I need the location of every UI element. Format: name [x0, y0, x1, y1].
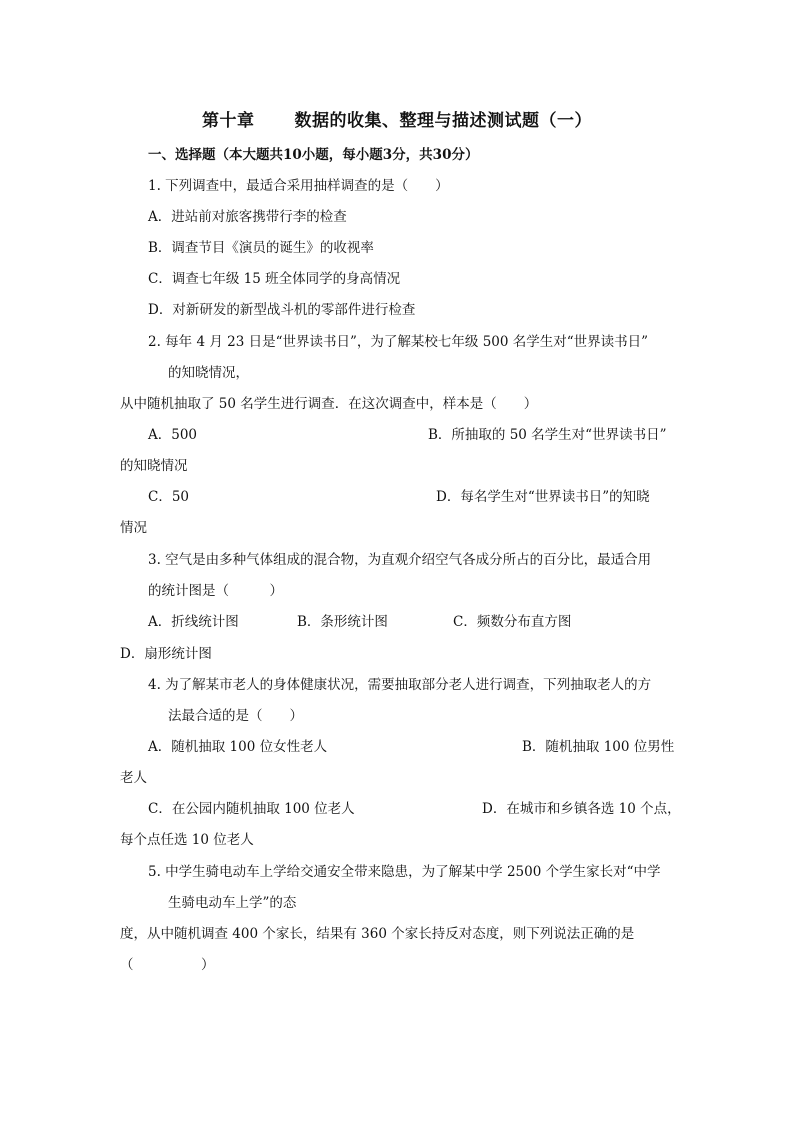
chapter-label: 第十章: [202, 111, 255, 131]
q4-stem-line2: 法最合适的是（ ）: [168, 708, 303, 724]
q2-stem-line1: 2. 每年 4 月 23 日是“世界读书日”，为了解某校七年级 500 名学生对“世界读书日”: [148, 334, 649, 350]
q3-stem-line2: 的统计图是（ ）: [148, 583, 283, 599]
q4-option-a: A．随机抽取 100 位女性老人: [148, 739, 328, 755]
q1-option-d: D．对新研发的新型战斗机的零部件进行检查: [148, 302, 416, 318]
q3-option-b: B．条形统计图: [297, 614, 388, 630]
q5-stem-line2: 生骑电动车上学”的态: [168, 895, 297, 911]
chapter-topic: 数据的收集、整理与描述测试题（一）: [294, 111, 592, 131]
q4-option-b: B．随机抽取 100 位男性: [522, 739, 675, 755]
q1-option-c: C．调查七年级 15 班全体同学的身高情况: [148, 271, 401, 287]
q2-option-a: A．500: [148, 427, 198, 443]
q4-option-d: D．在城市和乡镇各选 10 个点，: [482, 801, 681, 817]
q4-option-d-cont: 每个点任选 10 位老人: [120, 832, 254, 848]
q3-option-a: A．折线统计图: [148, 614, 239, 630]
q2-stem-line3: 从中随机抽取了 50 名学生进行调查．在这次调查中，样本是（ ）: [120, 396, 538, 412]
q4-option-c: C．在公园内随机抽取 100 位老人: [148, 801, 355, 817]
page-title: [0, 106, 794, 131]
q1-option-a: A．进站前对旅客携带行李的检查: [148, 209, 347, 225]
q1-stem: 1. 下列调查中，最适合采用抽样调查的是（ ）: [148, 178, 449, 194]
q3-option-c: C．频数分布直方图: [453, 614, 572, 630]
q2-option-b-cont: 的知晓情况: [120, 458, 188, 474]
q5-stem-line4: （ ）: [120, 957, 215, 973]
q2-option-d-cont: 情况: [120, 520, 147, 536]
q2-option-d: D．每名学生对“世界读书日”的知晓: [436, 489, 650, 505]
q2-option-b: B．所抽取的 50 名学生对“世界读书日”: [428, 427, 667, 443]
q2-option-c: C．50: [148, 489, 190, 505]
section-heading: 一、选择题（本大题共10小题，每小题3分，共30分）: [148, 147, 479, 163]
q4-option-b-cont: 老人: [120, 770, 147, 786]
q4-stem-line1: 4. 为了解某市老人的身体健康状况，需要抽取部分老人进行调查，下列抽取老人的方: [148, 677, 652, 693]
q3-stem-line1: 3. 空气是由多种气体组成的混合物，为直观介绍空气各成分所占的百分比，最适合用: [148, 552, 652, 568]
q3-option-d: D．扇形统计图: [120, 646, 212, 662]
q2-stem-line2: 的知晓情况，: [168, 365, 249, 381]
q1-option-b: B．调查节目《演员的诞生》的收视率: [148, 240, 374, 256]
q5-stem-line3: 度，从中随机调查 400 个家长，结果有 360 个家长持反对态度，则下列说法正确的是: [120, 926, 635, 942]
q5-stem-line1: 5. 中学生骑电动车上学给交通安全带来隐患，为了解某中学 2500 个学生家长对“中学: [148, 864, 661, 880]
